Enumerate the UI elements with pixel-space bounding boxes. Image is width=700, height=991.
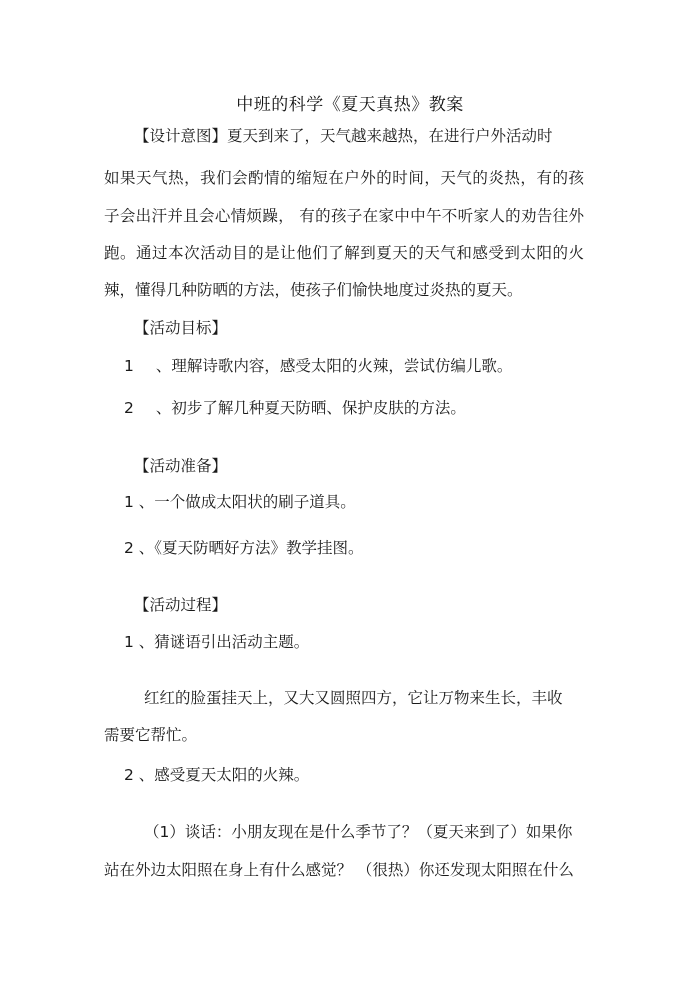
goal-text: 、理解诗歌内容，感受太阳的火辣，尝试仿编儿歌。	[155, 357, 513, 375]
process-step: 2 、感受夏天太阳的火辣。	[124, 766, 310, 784]
process-step: 1 、猜谜语引出活动主题。	[124, 633, 310, 651]
design-intent-line: 【设计意图】夏天到来了，天气越来越热，在进行户外活动时	[134, 127, 553, 145]
design-intent-line: 子会出汗并且会心情烦躁， 有的孩子在家中中午不听家人的劝告往外	[104, 207, 584, 225]
preparation-heading: 【活动准备】	[134, 457, 228, 475]
document-title: 中班的科学《夏天真热》教案	[236, 95, 464, 115]
goal-text: 、初步了解几种夏天防晒、保护皮肤的方法。	[155, 399, 466, 417]
goals-heading: 【活动目标】	[134, 319, 228, 337]
riddle-line: 需要它帮忙。	[104, 726, 198, 744]
goal-item	[124, 398, 466, 418]
process-heading: 【活动过程】	[134, 596, 228, 614]
riddle-line: 红红的脸蛋挂天上，又大又圆照四方，它让万物来生长，丰收	[144, 689, 563, 707]
preparation-item: 2 、《夏天防晒好方法》教学挂图。	[124, 539, 364, 557]
goal-number: 1	[124, 357, 134, 375]
design-intent-line: 辣，懂得几种防晒的方法，使孩子们愉快地度过炎热的夏天。	[104, 281, 523, 299]
design-intent-line: 如果天气热，我们会酌情的缩短在户外的时间，天气的炎热，有的孩	[104, 169, 584, 187]
design-intent-line: 跑。通过本次活动目的是让他们了解到夏天的天气和感受到太阳的火	[104, 244, 584, 262]
preparation-item: 1 、一个做成太阳状的刷子道具。	[124, 493, 356, 511]
talk-line: 站在外边太阳照在身上有什么感觉？ （很热）你还发现太阳照在什么	[104, 861, 574, 879]
goal-number: 2	[124, 399, 134, 417]
goal-item	[124, 356, 512, 376]
talk-line: （1）谈话：小朋友现在是什么季节了？（夏天来到了）如果你	[144, 823, 573, 841]
